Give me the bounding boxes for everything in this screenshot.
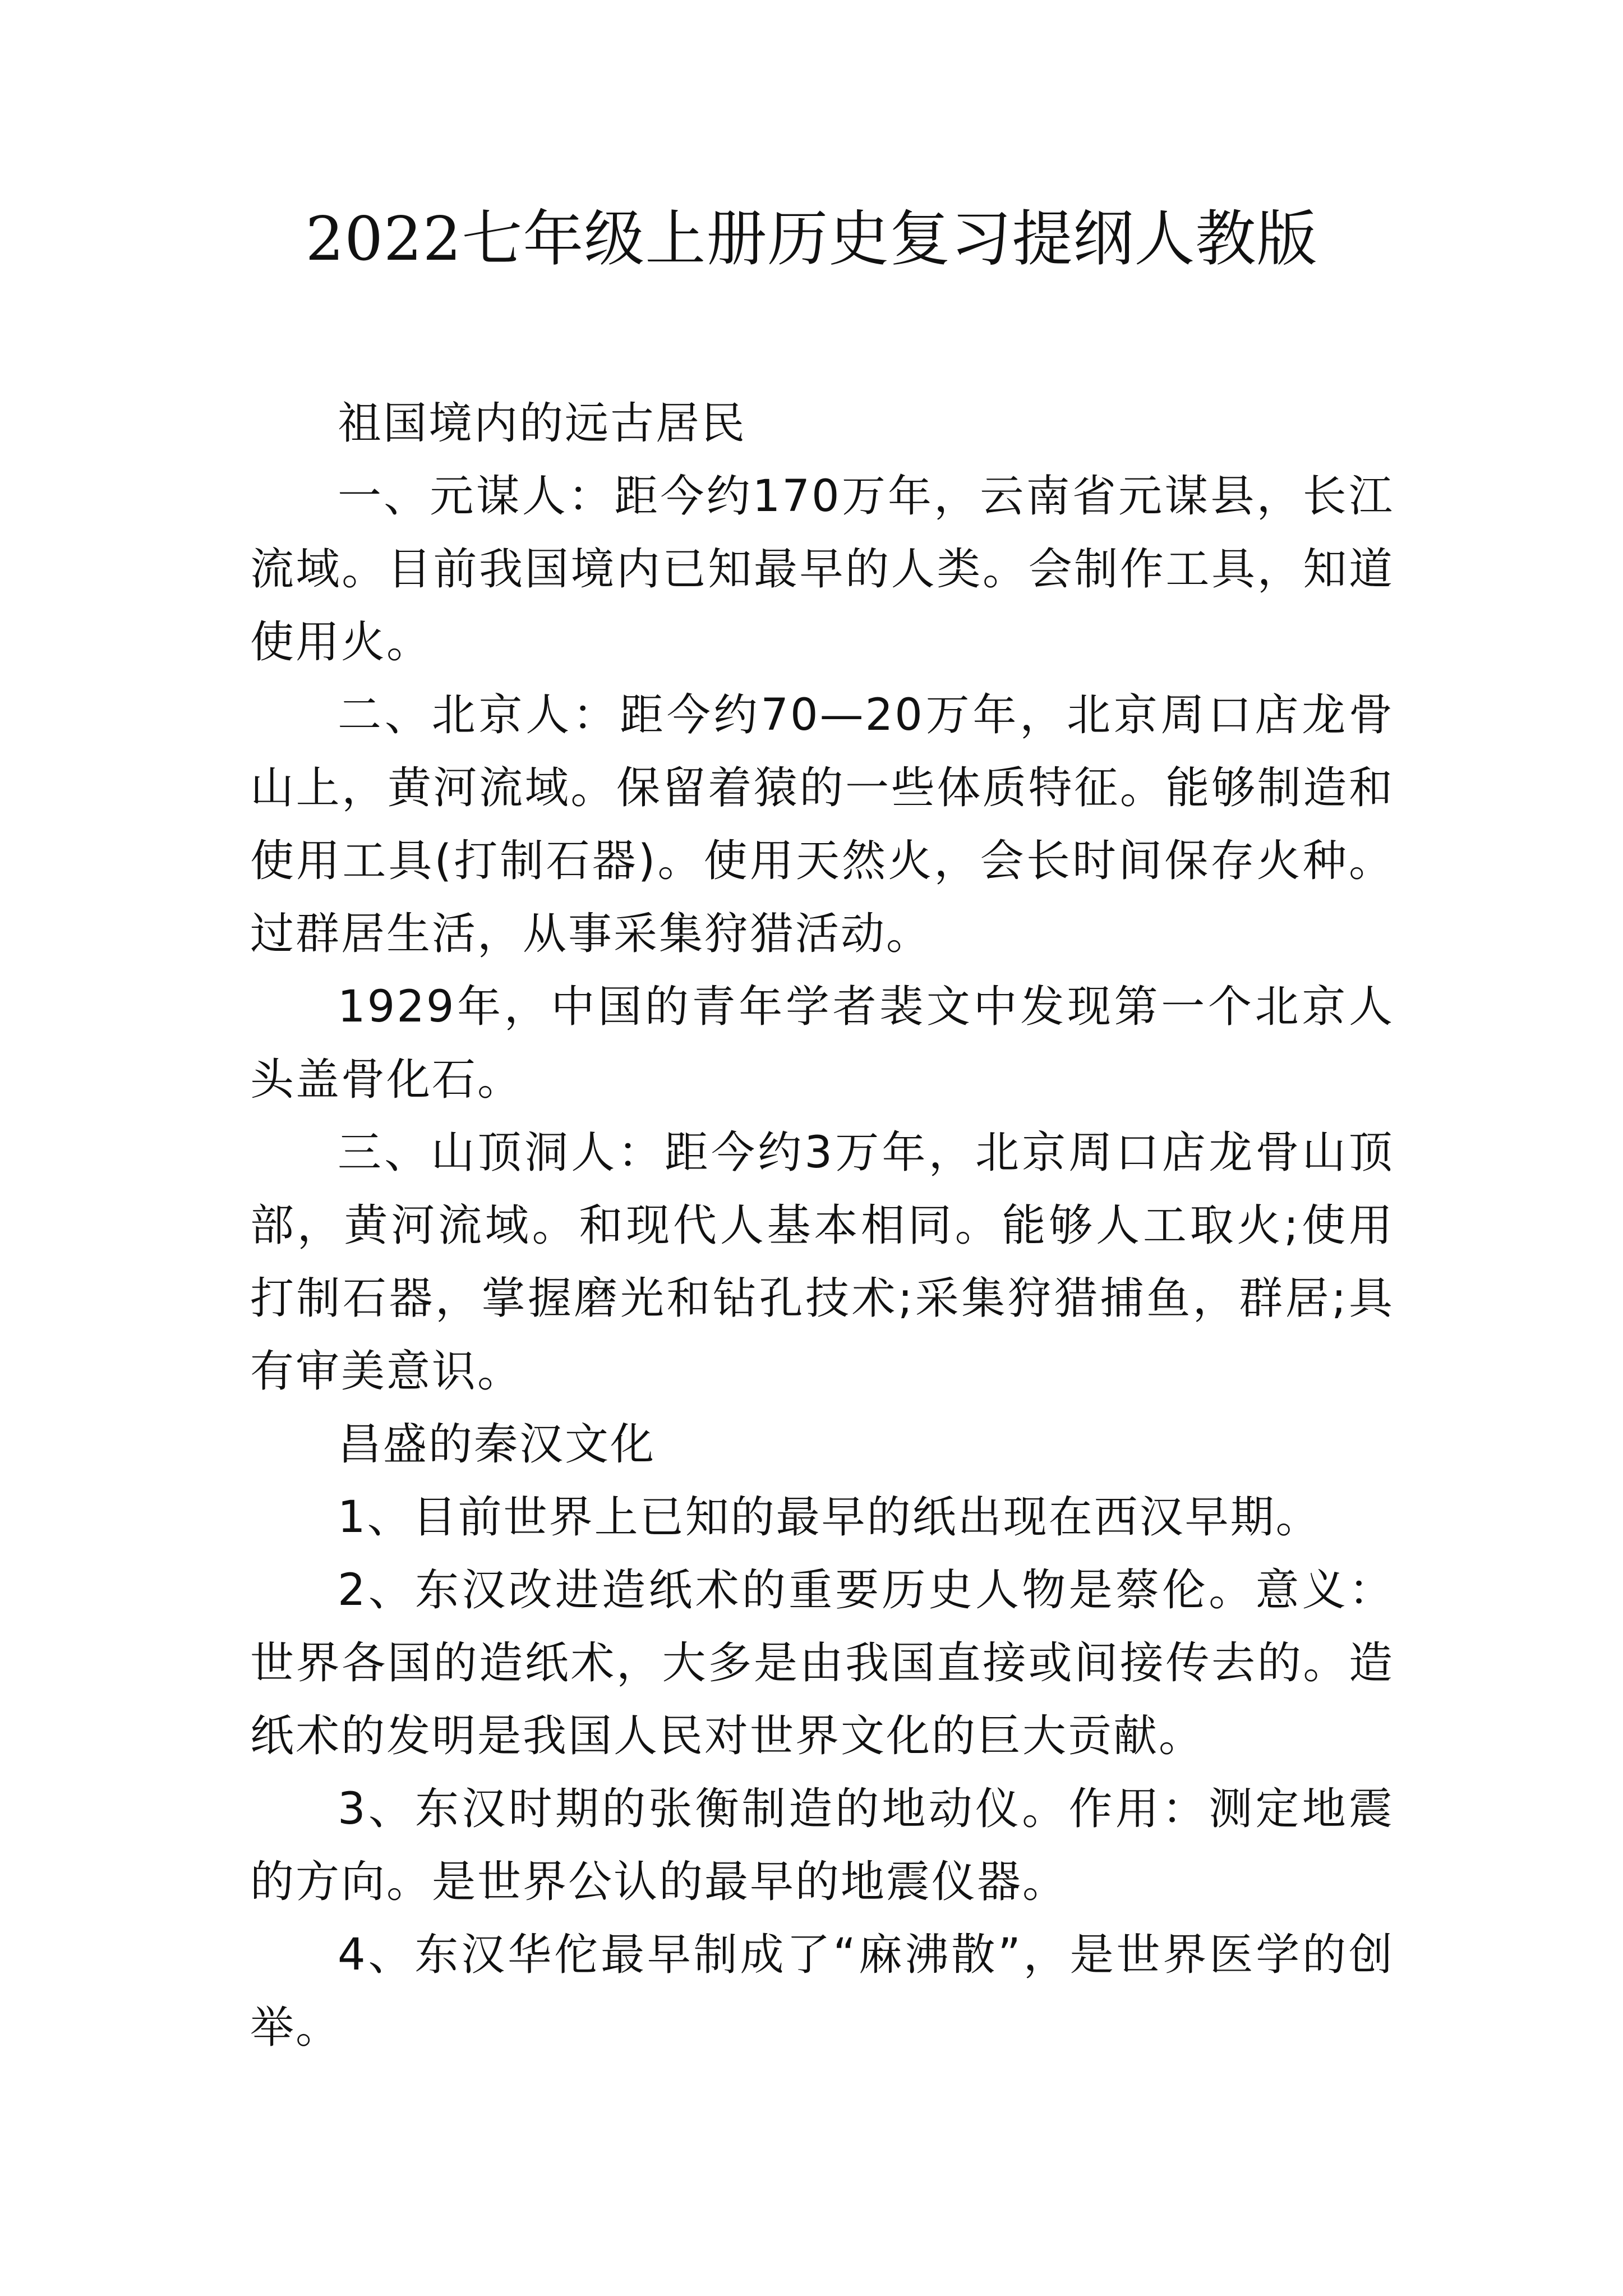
paragraph-yuanmou-man: 一、元谋人：距今约170万年，云南省元谋县，长江流域。目前我国境内已知最早的人类。会制作工具，知道使用火。 bbox=[250, 471, 1394, 668]
document-title: 2022七年级上册历史复习提纲人教版 bbox=[305, 204, 1318, 274]
paragraph-upper-cave-man: 三、山顶洞人：距今约3万年，北京周口店龙骨山顶部，黄河流域。和现代人基本相同。能够人工取火;使用打制石器，掌握磨光和钻孔技术;采集狩猎捕鱼，群居;具有审美意识。 bbox=[250, 1128, 1394, 1397]
paragraph-earliest-paper: 1、目前世界上已知的最早的纸出现在西汉早期。 bbox=[338, 1492, 1321, 1543]
paragraph-peking-man: 二、北京人：距今约70—20万年，北京周口店龙骨山上，黄河流域。保留着猿的一些体质特征。能够制造和使用工具(打制石器)。使用天然火，会长时间保存火种。过群居生活，从事采集狩猎活动。 bbox=[250, 690, 1394, 959]
document-body bbox=[250, 387, 1394, 2064]
paragraph-cai-lun: 2、东汉改进造纸术的重要历史人物是蔡伦。意义：世界各国的造纸术，大多是由我国直接或间接传去的。造纸术的发明是我国人民对世界文化的巨大贡献。 bbox=[250, 1565, 1394, 1761]
section-heading-ancient-residents: 祖国境内的远古居民 bbox=[338, 398, 747, 449]
paragraph-zhang-heng: 3、东汉时期的张衡制造的地动仪。作用：测定地震的方向。是世界公认的最早的地震仪器。 bbox=[250, 1784, 1394, 1907]
section-heading-qin-han-culture: 昌盛的秦汉文化 bbox=[338, 1419, 656, 1470]
paragraph-pei-wenzhong: 1929年，中国的青年学者裴文中发现第一个北京人头盖骨化石。 bbox=[250, 982, 1394, 1105]
paragraph-hua-tuo: 4、东汉华佗最早制成了“麻沸散”，是世界医学的创举。 bbox=[250, 1930, 1394, 2053]
